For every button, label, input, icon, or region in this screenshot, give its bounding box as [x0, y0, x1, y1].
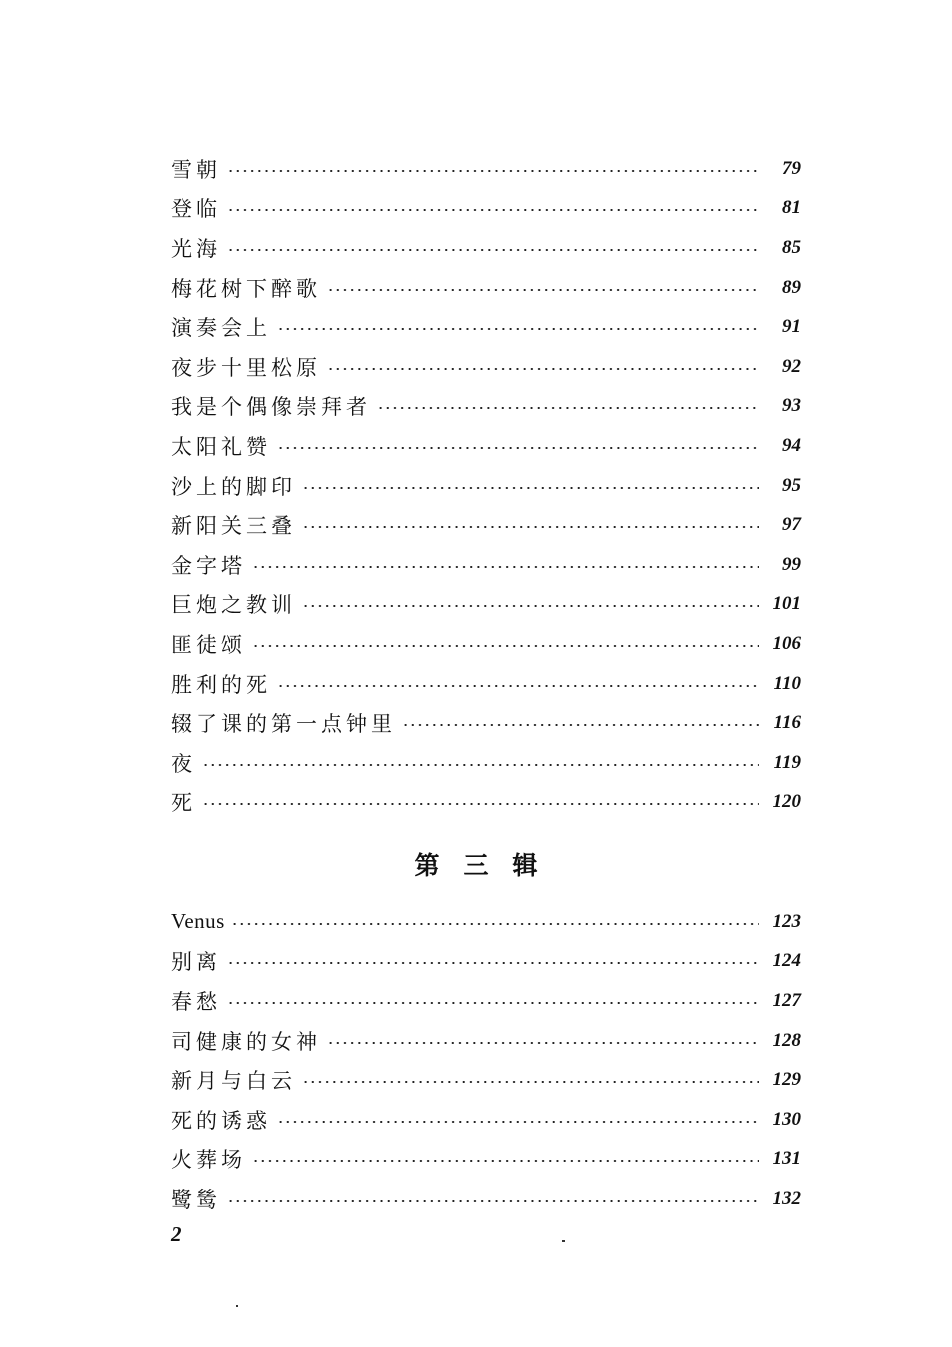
toc-entry-page: 99 [782, 553, 801, 575]
toc-entry-title: 雪朝 [171, 157, 221, 182]
toc-entry-title: 辍了课的第一点钟里 [171, 712, 396, 737]
toc-entry-page: 97 [782, 514, 801, 536]
toc-entry [171, 981, 801, 1021]
toc-entry-page: 101 [772, 593, 801, 615]
dot-leader [327, 368, 759, 370]
toc-entry [171, 505, 801, 545]
toc-entry-title: 匪徒颂 [171, 632, 246, 657]
toc-entry-title: 光海 [171, 236, 221, 261]
dot-leader [227, 249, 759, 251]
toc-entry-title: 春愁 [171, 989, 221, 1014]
toc-entry-title: 司健康的女神 [171, 1029, 321, 1054]
toc-entry [171, 1140, 801, 1180]
toc-entry-page: 123 [772, 910, 801, 932]
toc-list-part-three [171, 902, 801, 1219]
toc-entry-title: 夜步十里松原 [171, 355, 321, 380]
toc-entry [171, 426, 801, 466]
toc-entry-page: 91 [782, 316, 801, 338]
toc-list-continued [171, 149, 801, 822]
toc-entry-page: 132 [772, 1187, 801, 1209]
toc-entry-title: 鹭鸶 [171, 1187, 221, 1212]
toc-entry-page: 79 [782, 157, 801, 179]
toc-entry-title: 新月与白云 [171, 1069, 296, 1094]
toc-entry [171, 1179, 801, 1219]
toc-entry [171, 149, 801, 189]
toc-entry-page: 127 [772, 989, 801, 1011]
toc-entry-title: 巨炮之教训 [171, 593, 296, 618]
dot-leader [227, 1002, 759, 1004]
toc-entry [171, 1060, 801, 1100]
toc-entry [171, 585, 801, 625]
dot-leader [302, 1081, 759, 1083]
toc-entry-title: 死 [171, 791, 196, 816]
toc-entry [171, 545, 801, 585]
toc-entry [171, 387, 801, 427]
toc-entry-page: 130 [772, 1108, 801, 1130]
toc-entry [171, 624, 801, 664]
dot-leader [231, 923, 759, 925]
toc-entry-page: 110 [773, 672, 801, 694]
dot-leader [277, 1121, 759, 1123]
toc-entry-title: 太阳礼赞 [171, 434, 271, 459]
dot-leader [327, 1042, 759, 1044]
toc-entry-title: 新阳关三叠 [171, 514, 296, 539]
toc-entry-title: Venus [171, 909, 225, 934]
toc-entry-page: 128 [772, 1029, 801, 1051]
toc-entry-page: 129 [772, 1069, 801, 1091]
toc-entry-page: 131 [772, 1148, 801, 1170]
toc-entry [171, 1100, 801, 1140]
toc-entry [171, 1021, 801, 1061]
toc-entry-title: 夜 [171, 751, 196, 776]
toc-entry-title: 金字塔 [171, 553, 246, 578]
dot-leader [277, 328, 759, 330]
toc-entry [171, 228, 801, 268]
toc-entry-title: 登临 [171, 197, 221, 222]
toc-entry [171, 664, 801, 704]
dot-leader [327, 289, 759, 291]
dot-leader [302, 526, 759, 528]
toc-entry-title: 火葬场 [171, 1148, 246, 1173]
dot-leader [227, 962, 759, 964]
scan-speck [562, 1240, 565, 1242]
toc-entry [171, 783, 801, 823]
dot-leader [227, 170, 759, 172]
dot-leader [202, 803, 759, 805]
scan-speck [236, 1305, 238, 1307]
dot-leader [227, 1200, 759, 1202]
toc-entry-title: 胜利的死 [171, 672, 271, 697]
dot-leader [252, 1160, 759, 1162]
dot-leader [302, 605, 759, 607]
toc-entry-page: 85 [782, 236, 801, 258]
dot-leader [402, 724, 759, 726]
toc-entry [171, 743, 801, 783]
toc-entry [171, 268, 801, 308]
toc-entry-title: 沙上的脚印 [171, 474, 296, 499]
dot-leader [277, 447, 759, 449]
toc-entry-page: 93 [782, 395, 801, 417]
toc-entry [171, 307, 801, 347]
toc-entry-page: 119 [773, 751, 801, 773]
dot-leader [377, 407, 759, 409]
toc-entry-title: 别离 [171, 950, 221, 975]
toc-entry [171, 189, 801, 229]
dot-leader [252, 645, 759, 647]
dot-leader [227, 209, 759, 211]
toc-entry-page: 89 [782, 276, 801, 298]
dot-leader [252, 566, 759, 568]
toc-entry-page: 120 [772, 791, 801, 813]
toc-entry-page: 92 [782, 355, 801, 377]
toc-entry-page: 124 [772, 950, 801, 972]
toc-entry-title: 我是个偶像崇拜者 [171, 395, 371, 420]
toc-entry-page: 116 [773, 712, 801, 734]
toc-entry-page: 106 [772, 632, 801, 654]
toc-entry-title: 梅花树下醉歌 [171, 276, 321, 301]
dot-leader [302, 487, 759, 489]
toc-entry [171, 942, 801, 982]
dot-leader [277, 685, 759, 687]
toc-entry [171, 347, 801, 387]
toc-entry-page: 95 [782, 474, 801, 496]
toc-entry [171, 902, 801, 942]
toc-entry-title: 死的诱惑 [171, 1108, 271, 1133]
page-number: 2 [171, 1222, 182, 1246]
dot-leader [202, 764, 759, 766]
section-heading: 第三辑 [414, 851, 562, 880]
toc-entry-page: 81 [782, 197, 801, 219]
toc-entry-page: 94 [782, 434, 801, 456]
toc-entry [171, 466, 801, 506]
toc-entry-title: 演奏会上 [171, 316, 271, 341]
toc-entry [171, 703, 801, 743]
